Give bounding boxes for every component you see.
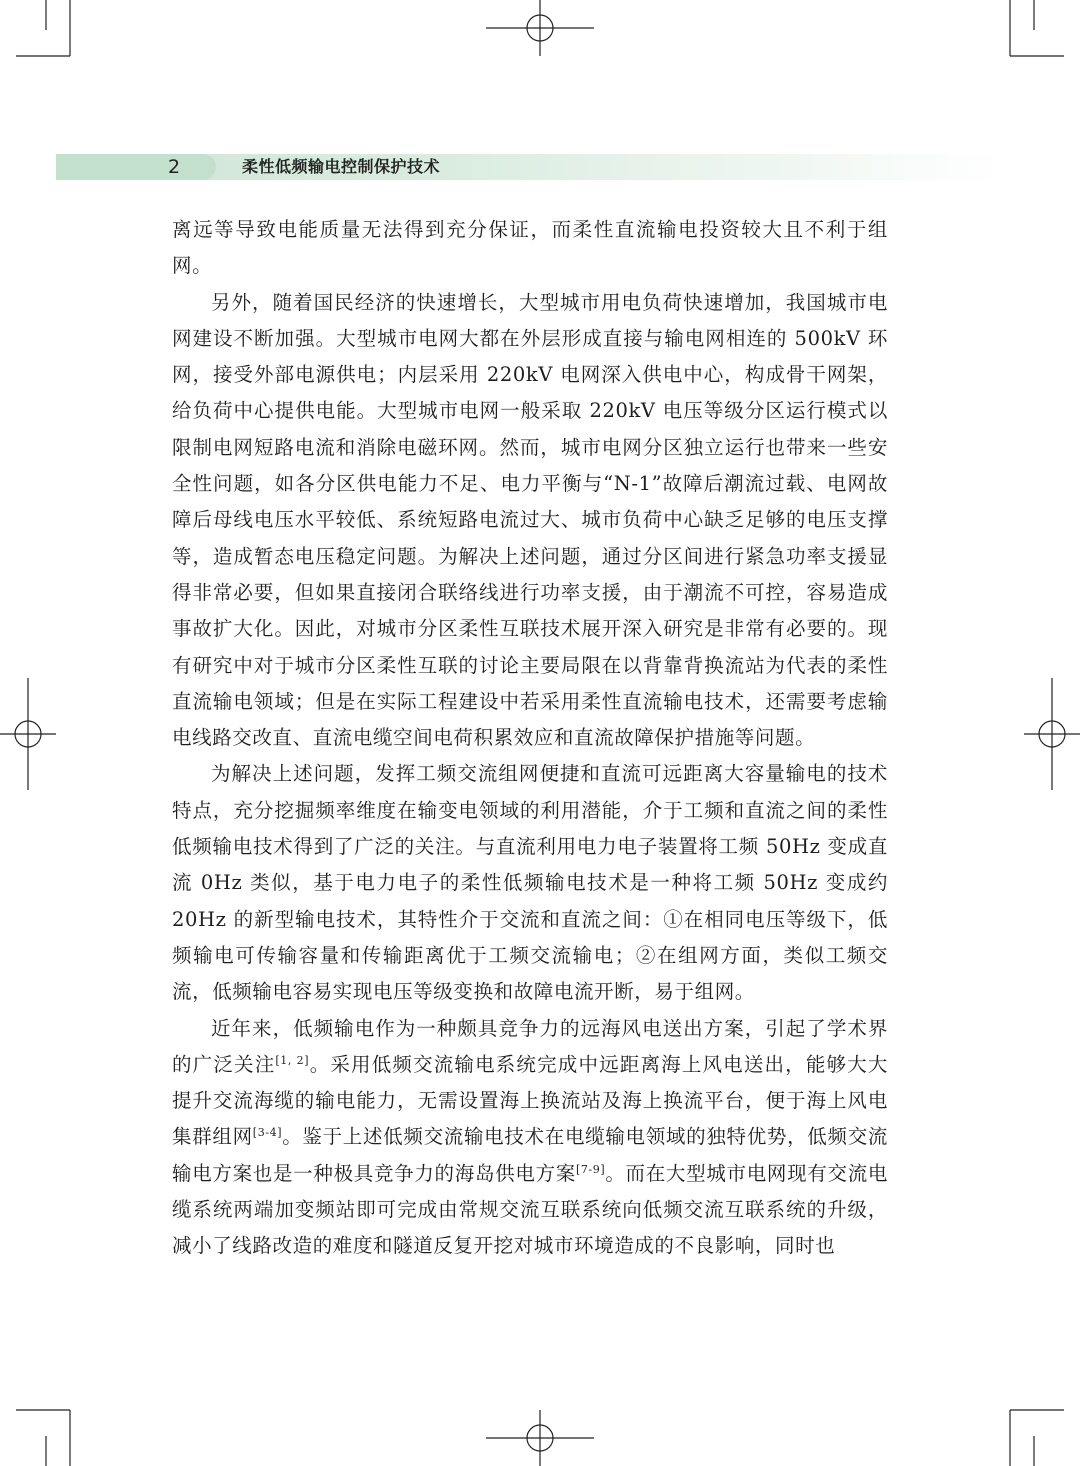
page-number: 2 [168,156,181,178]
book-title: 柔性低频输电控制保护技术 [242,157,441,176]
citation-3: [7-9] [575,1162,606,1176]
paragraph-1: 离远等导致电能质量无法得到充分保证，而柔性直流输电投资较大且不利于组网。 [172,218,888,278]
citation-1: [1, 2] [275,1053,310,1067]
paragraph-2: 另外，随着国民经济的快速增长，大型城市用电负荷快速增加，我国城市电网建设不断加强。大型城市电网大都在外层形成直接与输电网相连的 500kV 环网，接受外部电源供电；内层采用 220kV 电网深入供电中心，构成骨干网架，给负荷中心提供电能。大型城市电网一般采取 220kV 电压等级分区运行模式以限制电网短路电流和消除电磁环网。然而，城市电网分区独立运行也带来一些安全性问题，如各分区供电能力不足、电力平衡与“N-1”故障后潮流过载、电网故障后母线电压水平较低、系统短路电流过大、城市负荷中心缺乏足够的电压支撑等，造成暂态电压稳定问题。为解决上述问题，通过分区间进行紧急功率支援显得非常必要，但如果直接闭合联络线进行功率支援，由于潮流不可控，容易造成事故扩大化。因此，对城市分区柔性互联技术展开深入研究是非常有必要的。现有研究中对于城市分区柔性互联的讨论主要局限在以背靠背换流站为代表的柔性直流输电领域；但是在实际工程建设中若采用柔性直流输电技术，还需要考虑输电线路交改直、直流电缆空间电荷积累效应和直流故障保护措施等问题。 [172,290,888,750]
paragraph-4 [172,1011,888,1265]
body-text [172,212,888,1265]
paragraph-4-text-4: 。而在大型城市电网现有交流电缆系统两端加变频站即可完成由常规交流互联系统向低频交流互联系统的升级，减小了线路改造的难度和隧道反复开挖对城市环境造成的不良影响，同时也 [172,1161,888,1258]
citation-2: [3-4] [252,1126,283,1140]
paragraph-4-text-2: 。采用低频交流输电系统完成中远距离海上风电送出，能够大大提升交流海缆的输电能力，无需设置海上换流站及海上换流平台，便于海上风电集群组网 [172,1052,888,1149]
paragraph-3: 为解决上述问题，发挥工频交流组网便捷和直流可远距离大容量输电的技术特点，充分挖掘频率维度在输变电领域的利用潜能，介于工频和直流之间的柔性低频输电技术得到了广泛的关注。与直流利用电力电子装置将工频 50Hz 变成直流 0Hz 类似，基于电力电子的柔性低频输电技术是一种将工频 50Hz 变成约 20Hz 的新型输电技术，其特性介于交流和直流之间：①在相同电压等级下，低频输电可传输容量和传输距离优于工频交流输电；②在组网方面，类似工频交流，低频输电容易实现电压等级变换和故障电流开断，易于组网。 [172,762,888,1004]
paragraph-4-text-1: 近年来，低频输电作为一种颇具竞争力的远海风电送出方案，引起了学术界的广泛关注 [172,1016,888,1076]
paragraph-4-text-3: 。鉴于上述低频交流输电技术在电缆输电领域的独特优势，低频交流输电方案也是一种极具竞争力的海岛供电方案 [172,1125,888,1185]
page-number-tab [56,154,216,180]
